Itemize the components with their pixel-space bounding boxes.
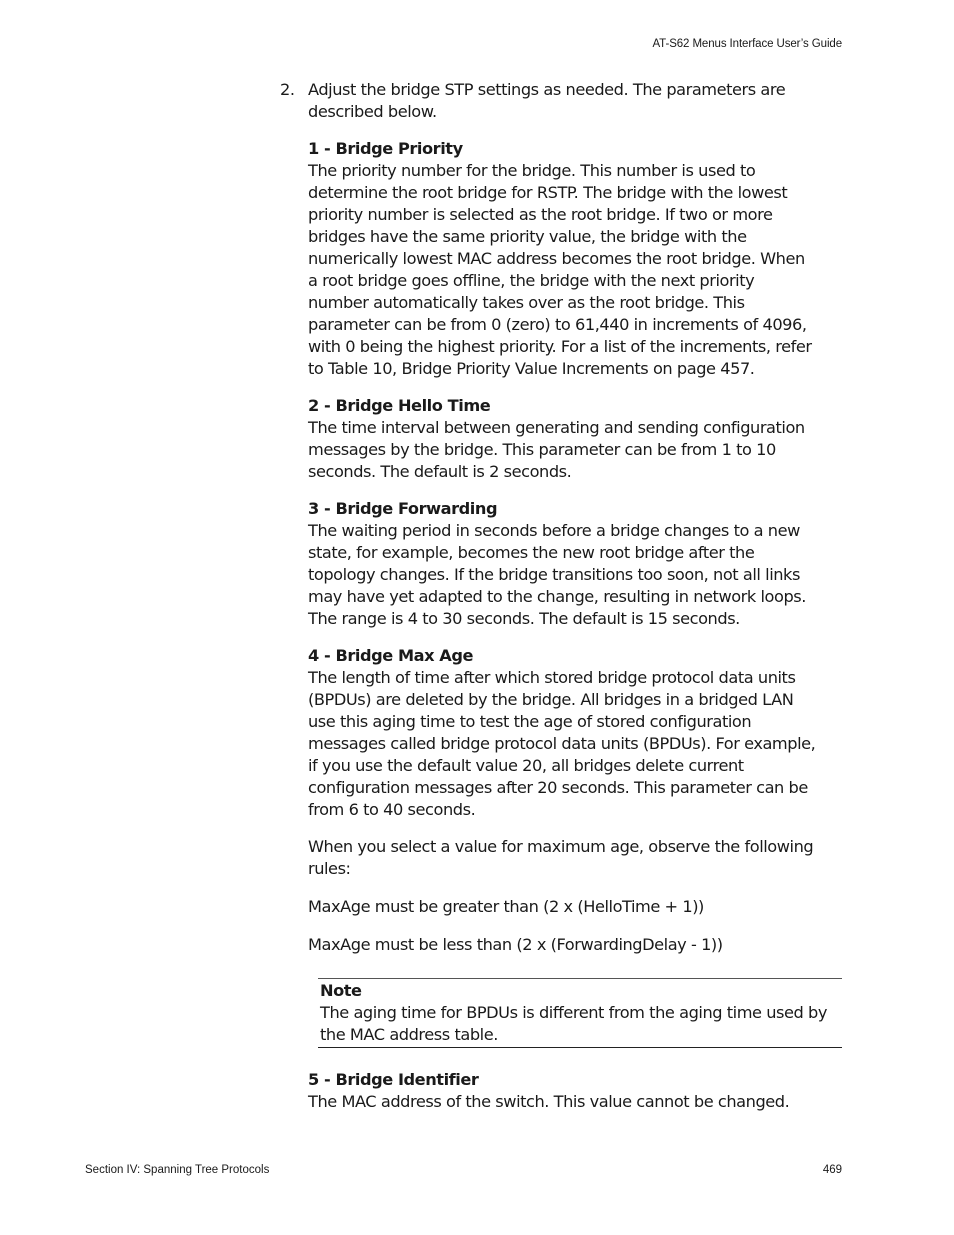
parameter-title: 5 - Bridge Identifier <box>308 1070 479 1089</box>
parameter-bridge-max-age <box>308 645 818 821</box>
parameter-bridge-forwarding <box>308 498 818 630</box>
rule-max-age-greater: MaxAge must be greater than (2 x (HelloTime + 1)) <box>308 897 704 916</box>
parameter-title: 2 - Bridge Hello Time <box>308 396 491 415</box>
parameter-description: The priority number for the bridge. This number is used to determine the root bridge for RSTP. The bridge with the lowest priority number is selected as the root bridge. If two or more bridges have the same priority value, the bridge with the numerically lowest MAC address becomes the root bridge. When a root bridge goes offline, the bridge with the next priority number automatically takes over as the root bridge. This parameter can be from 0 (zero) to 61,440 in increments of 4096, with 0 being the highest priority. For a list of the increments, refer to Table 10, Bridge Priority Value Increments on page 457. <box>308 161 812 378</box>
step-text: Adjust the bridge STP settings as needed. The parameters are described below. <box>308 80 786 121</box>
parameter-bridge-hello-time <box>308 395 818 483</box>
parameter-description: The MAC address of the switch. This value cannot be changed. <box>308 1092 790 1111</box>
parameter-title: 3 - Bridge Forwarding <box>308 499 498 518</box>
parameter-bridge-identifier <box>308 1069 818 1113</box>
rule-max-age-less: MaxAge must be less than (2 x (ForwardingDelay - 1)) <box>308 935 723 954</box>
parameter-title: 4 - Bridge Max Age <box>308 646 474 665</box>
parameter-description: The waiting period in seconds before a bridge changes to a new state, for example, becomes the new root bridge after the topology changes. If the bridge transitions too soon, not all links may have yet adapted to the change, resulting in network loops. The range is 4 to 30 seconds. The default is 15 seconds. <box>308 521 806 628</box>
footer-section: Section IV: Spanning Tree Protocols <box>85 1164 270 1176</box>
note-title: Note <box>320 981 362 1000</box>
parameter-list <box>308 138 818 972</box>
parameter-description: The time interval between generating and sending configuration messages by the bridge. This parameter can be from 1 to 10 seconds. The default is 2 seconds. <box>308 418 805 481</box>
step-number: 2. <box>280 80 295 99</box>
parameter-title: 1 - Bridge Priority <box>308 139 463 158</box>
note-box <box>318 978 842 1048</box>
rules-intro: When you select a value for maximum age, observe the following rules: <box>308 837 814 878</box>
running-header: AT-S62 Menus Interface User’s Guide <box>652 38 842 50</box>
footer-page-number: 469 <box>822 1164 842 1176</box>
parameter-description: The length of time after which stored bridge protocol data units (BPDUs) are deleted by the bridge. All bridges in a bridged LAN use this aging time to test the age of stored configuration messages called bridge protocol data units (BPDUs). For example, if you use the default value 20, all bridges delete current configuration messages after 20 seconds. This parameter can be from 6 to 40 seconds. <box>308 668 816 819</box>
parameter-bridge-priority <box>308 138 818 380</box>
note-text: The aging time for BPDUs is different from the aging time used by the MAC address table. <box>320 1003 828 1044</box>
